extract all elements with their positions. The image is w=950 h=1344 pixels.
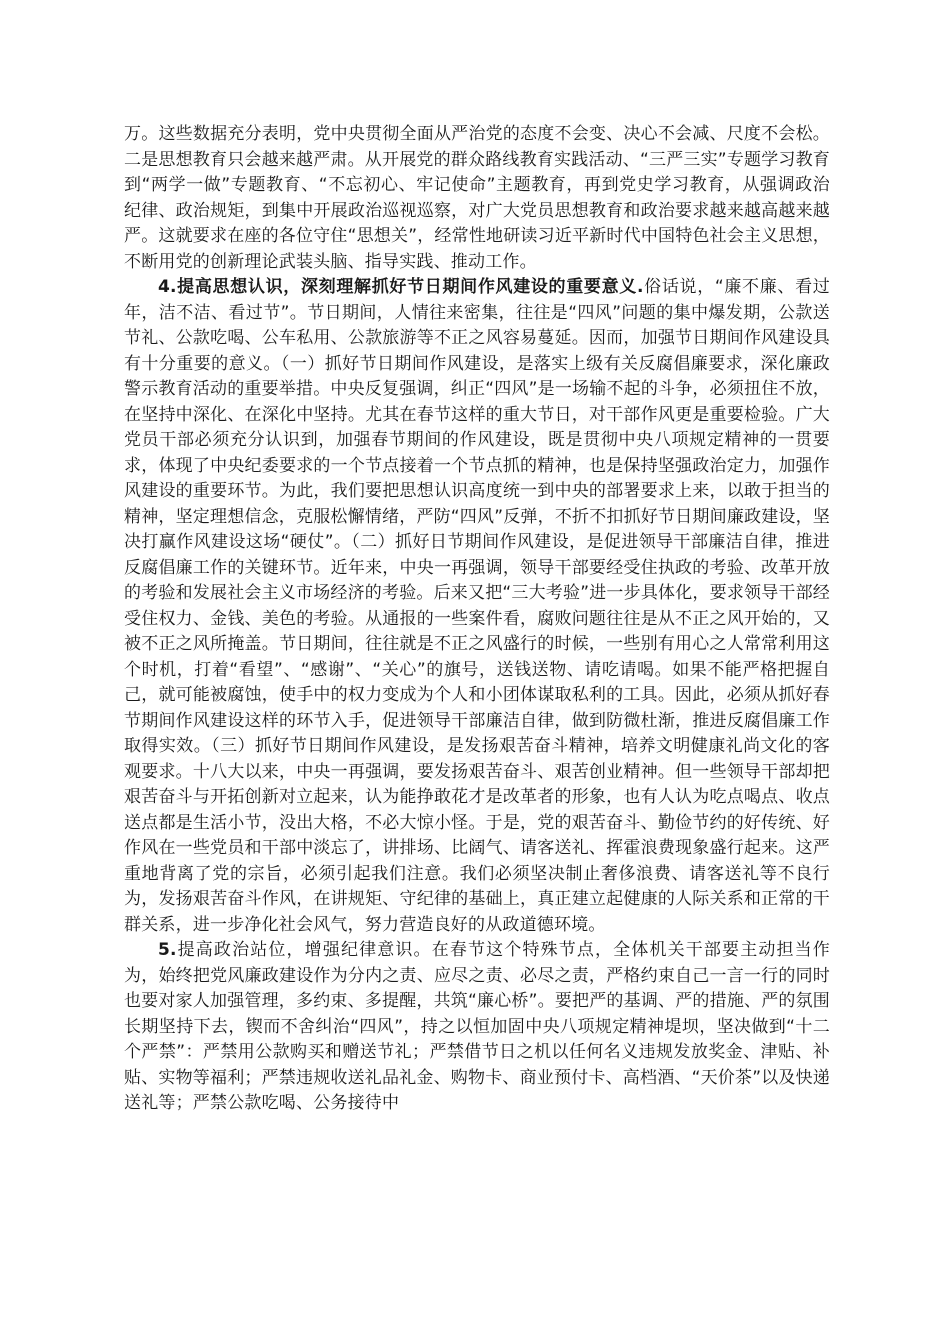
section-4-body: 俗话说，“廉不廉、看过年，洁不洁、看过节”。节日期间，人情往来密集，往往是“四风”问题的集中爆发期，公款送节礼、公款吃喝、公车私用、公款旅游等不正之风容易蔓延。因而，加强节日期间作风建设具有十分重要的意义。（一）抓好节日期间作风建设，是落实上级有关反腐倡廉要求，深化廉政警示教育活动的重要举措。中央反复强调，纠正“四风”是一场输不起的斗争，必须扭住不放，在坚持中深化、在深化中坚持。尤其在春节这样的重大节日，对干部作风更是重要检验。广大党员干部必须充分认识到，加强春节期间的作风建设，既是贯彻中央八项规定精神的一贯要求，体现了中央纪委要求的一个节点接着一个节点抓的精神，也是保持坚强政治定力，加强作风建设的重要环节。为此，我们要把思想认识高度统一到中央的部署要求上来，以敢于担当的精神，坚定理想信念，克服松懈情绪，严防“四风”反弹，不折不扣抓好节日期间廉政建设，坚决打赢作风建设这场“硬仗”。（二）抓好日节期间作风建设，是促进领导干部廉洁自律，推进反腐倡廉工作的关键环节。近年来，中央一再强调，领导干部要经受住执政的考验、改革开放的考验和发展社会主义市场经济的考验。后来又把“三大考验”进一步具体化，要求领导干部经受住权力、金钱、美色的考验。从通报的一些案件看，腐败问题往往是从不正之风开始的，又被不正之风所掩盖。节日期间，往往就是不正之风盛行的时候，一些别有用心之人常常利用这个时机，打着“看望”、“感谢”、“关心”的旗号，送钱送物、请吃请喝。如果不能严格把握自己，就可能被腐蚀，使手中的权力变成为个人和小团体谋取私利的工具。因此，必须从抓好春节期间作风建设这样的环节入手，促进领导干部廉洁自律，做到防微杜渐，推进反腐倡廉工作取得实效。（三）抓好节日期间作风建设，是发扬艰苦奋斗精神，培养文明健康礼尚文化的客观要求。十八大以来，中央一再强调，要发扬艰苦奋斗、艰苦创业精神。但一些领导干部却把艰苦奋斗与开拓创新对立起来，认为能挣敢花才是改革者的形象，也有人认为吃点喝点、收点送点都是生活小节，没出大格，不必大惊小怪。于是，党的艰苦奋斗、勤俭节约的好传统、好作风在一些党员和干部中淡忘了，讲排场、比阔气、请客送礼、挥霍浪费现象盛行起来。这严重地背离了党的宗旨，必须引起我们注意。我们必须坚决制止奢侈浪费、请客送礼等不良行为，发扬艰苦奋斗作风，在讲规矩、守纪律的基础上，真正建立起健康的人际关系和正常的干群关系，进一步净化社会风气，努力营造良好的从政道德环境。: [124, 277, 831, 935]
section-5-paragraph: [124, 938, 830, 1117]
paragraph-continuation: 万。这些数据充分表明，党中央贯彻全面从严治党的态度不会变、决心不会减、尺度不会松。二是思想教育只会越来越严肃。从开展党的群众路线教育实践活动、“三严三实”专题学习教育到“两学一做”专题教育、“不忘初心、牢记使命”主题教育，再到党史学习教育，从强调政治纪律、政治规矩，到集中开展政治巡视巡察，对广大党员思想教育和政治要求越来越高越来越严。这就要求在座的各位守住“思想关”，经常性地研读习近平新时代中国特色社会主义思想，不断用党的创新理论武装头脑、指导实践、推动工作。: [124, 124, 831, 272]
section-4-paragraph: [124, 275, 830, 938]
section-5-number: 5.: [158, 940, 177, 960]
section-5-body: 提高政治站位，增强纪律意识。在春节这个特殊节点，全体机关干部要主动担当作为，始终把党风廉政建设作为分内之责、应尽之责、必尽之责，严格约束自己一言一行的同时也要对家人加强管理，多约束、多提醒，共筑“廉心桥”。要把严的基调、严的措施、严的氛围长期坚持下去，锲而不舍纠治“四风”，持之以恒加固中央八项规定精神堤坝，坚决做到“十二个严禁”：严禁用公款购买和赠送节礼；严禁借节日之机以任何名义违规发放奖金、津贴、补贴、实物等福利；严禁违规收送礼品礼金、购物卡、商业预付卡、高档酒、“天价茶”以及快递送礼等；严禁公款吃喝、公务接待中: [124, 940, 831, 1113]
section-4-heading: 4.提高思想认识，深刻理解抓好节日期间作风建设的重要意义.: [158, 277, 644, 297]
document-page: [124, 122, 830, 1117]
